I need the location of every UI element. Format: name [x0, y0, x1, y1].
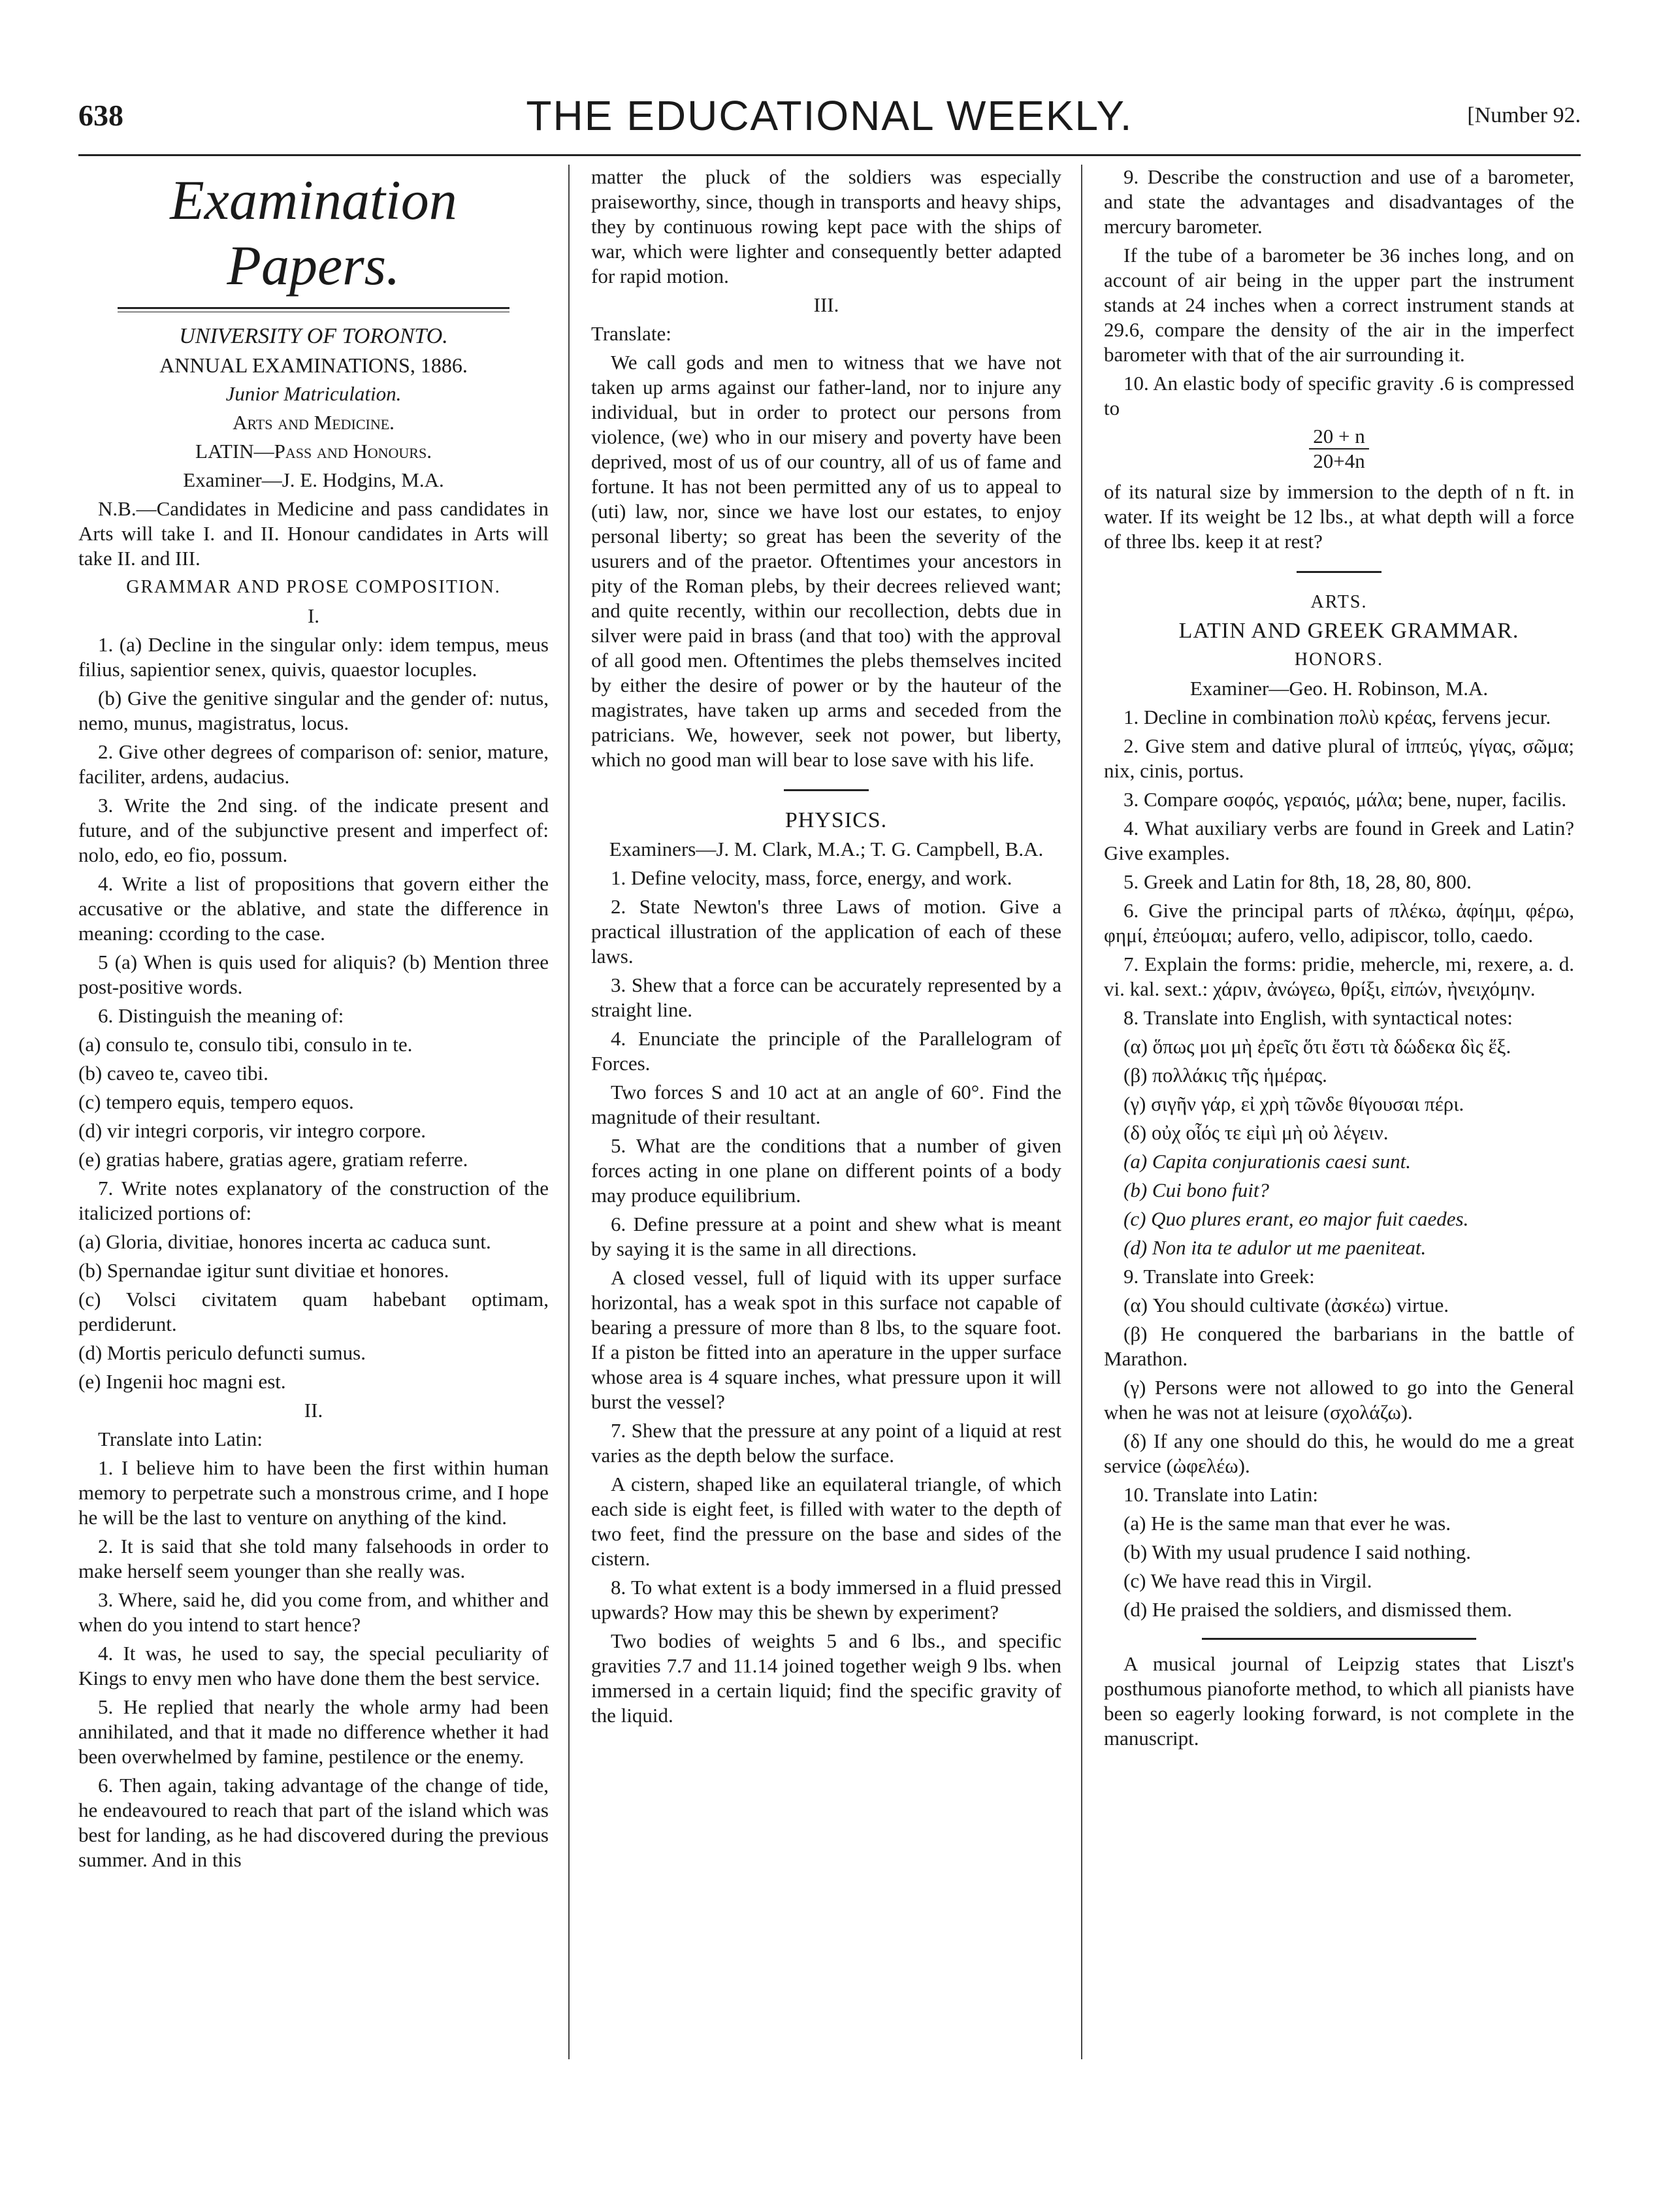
sub-question: (d) Mortis periculo defuncti sumus.	[78, 1341, 366, 1364]
question: 5. Greek and Latin for 8th, 18, 28, 80, 800.	[1123, 870, 1472, 893]
question: 3. Shew that a force can be accurately represented by a straight line.	[591, 973, 1061, 1021]
question: 5. What are the conditions that a number of given forces acting in one plane on different points of a body may produce equilibrium.	[591, 1134, 1061, 1207]
sub-question: (d) Non ita te adulor ut me paeniteat.	[1123, 1236, 1427, 1259]
page-header	[78, 91, 1581, 150]
question: 3. Where, said he, did you come from, and whither and when do you intend to start hence?	[78, 1588, 549, 1636]
question: 4. Enunciate the principle of the Parallelogram of Forces.	[591, 1027, 1061, 1075]
part-numeral: I.	[307, 604, 320, 627]
sub-question: (β) He conquered the barbarians in the battle of Marathon.	[1104, 1322, 1574, 1370]
sub-question: (α) ὅπως μοι μὴ ἐρεῖς ὅτι ἔστι τὰ δώδεκα δὶς ἕξ.	[1123, 1035, 1511, 1058]
sub-question: (γ) σιγῆν γάρ, εἰ χρὴ τῶνδε θίγουσαι πέρι.	[1123, 1092, 1464, 1115]
examiners: Examiners—J. M. Clark, M.A.; T. G. Campbell, B.A.	[609, 838, 1044, 860]
ornament-rule	[1202, 1638, 1476, 1640]
fraction	[1104, 425, 1574, 473]
sub-question: (b) caveo te, caveo tibi.	[78, 1062, 268, 1085]
sub-question: (a) Capita conjurationis caesi sunt.	[1123, 1150, 1412, 1173]
question: A cistern, shaped like an equilateral triangle, of which each side is eight feet, is filled with water to the depth of two feet, find the pressure on the base and sides of the cistern.	[591, 1473, 1061, 1570]
subject: LATIN—Pass and Honours.	[195, 440, 432, 463]
question: 6. Define pressure at a point and shew what is meant by saying it is the same in all directions.	[591, 1213, 1061, 1260]
sub-question: (e) Ingenii hoc magni est.	[78, 1370, 286, 1393]
question: 5 (a) When is quis used for aliquis? (b) Mention three post-positive words.	[78, 951, 549, 998]
question: 5. He replied that nearly the whole army had been annihilated, and that it made no difference whether it had been overwhelmed by famine, pestilence or the enemy.	[78, 1695, 549, 1768]
sub-question: (c) Quo plures erant, eo major fuit caedes.	[1123, 1207, 1469, 1230]
honors-label: HONORS.	[1294, 649, 1384, 670]
question: 2. Give stem and dative plural of ἱππεύς, γίγας, σῶμα; nix, cinis, portus.	[1104, 734, 1574, 782]
question: 7. Write notes explanatory of the construction of the italicized portions of:	[78, 1177, 549, 1224]
exam-level: Junior Matriculation.	[225, 382, 402, 405]
arts-label: ARTS.	[1310, 592, 1368, 612]
question: 10. Translate into Latin:	[1123, 1483, 1318, 1506]
heading-rule	[118, 307, 509, 312]
passage: We call gods and men to witness that we have not taken up arms against our father-land, nor to injure any individual, but in order to protect our persons from violence, (we) who in our misery and poverty have been deprived, most of us of our country, all of us of fame and fortune. It has not been permitted any of us to appeal to (uti) law, nor, since we have lost our estates, to enjoy personal liberty; so great has been the severity of the usurers and of the praetor. Oftentimes your ancestors in pity of the Roman plebs, by their decrees relieved want; and quite recently, within our recollection, debts due in silver were paid in brass (and that too) with the approval of all good men. Oftentimes the plebs themselves incited by either the desire of power or by the hauteur of the magistrates, have taken up arms and seceded from the patricians. We, however, seek not power, but liberty, which no good man will bear to lose save with his life.	[591, 351, 1061, 771]
sub-question: (c) tempero equis, tempero equos.	[78, 1090, 354, 1113]
sub-question: (b) Spernandae igitur sunt divitiae et honores.	[78, 1259, 449, 1282]
question: of its natural size by immersion to the depth of n ft. in water. If its weight be 12 lbs., at what depth will a force of three lbs. keep it at rest?	[1104, 480, 1574, 553]
question: 4. What auxiliary verbs are found in Greek and Latin? Give examples.	[1104, 817, 1574, 864]
question: 8. To what extent is a body immersed in a fluid pressed upwards? How may this be shewn by experiment?	[591, 1576, 1061, 1623]
sub-question: (δ) If any one should do this, he would do me a great service (ὠφελέω).	[1104, 1429, 1574, 1477]
question: 2. It is said that she told many falsehoods in order to make herself seem younger than she really was.	[78, 1535, 549, 1582]
question: 8. Translate into English, with syntactical notes:	[1123, 1006, 1513, 1029]
university-title: UNIVERSITY OF TORONTO.	[179, 324, 448, 348]
question: 7. Shew that the pressure at any point of a liquid at rest varies as the depth below the surface.	[591, 1419, 1061, 1467]
examiner: Examiner—J. E. Hodgins, M.A.	[183, 468, 444, 491]
question: 9. Translate into Greek:	[1123, 1265, 1315, 1288]
question: Two bodies of weights 5 and 6 lbs., and specific gravities 7.7 and 11.14 joined together weigh 9 lbs. when immersed in a certain liquid; find the specific gravity of the liquid.	[591, 1629, 1061, 1727]
question: 10. An elastic body of specific gravity .6 is compressed to	[1104, 372, 1574, 419]
question: 6. Then again, taking advantage of the change of tide, he endeavoured to reach that part of the island which was best for landing, as he had discovered during the previous summer. And in this	[78, 1774, 549, 1871]
sub-question: (b) Cui bono fuit?	[1123, 1179, 1270, 1201]
column-3	[1104, 165, 1574, 1755]
question: 1. I believe him to have been the first within human memory to perpetrate such a monstrous crime, and I hope he will be the last to venture on anything of the kind.	[78, 1456, 549, 1529]
question: (b) Give the genitive singular and the gender of: nutus, nemo, munus, magistratus, locus.	[78, 687, 549, 734]
column-divider	[1081, 165, 1082, 2059]
page-number: 638	[78, 99, 123, 132]
sub-question: (δ) οὐχ οἷός τε εἰμὶ μὴ οὐ λέγειν.	[1123, 1121, 1389, 1144]
sub-question: (e) gratias habere, gratias agere, gratiam referre.	[78, 1148, 468, 1171]
question: Two forces S and 10 act at an angle of 60°. Find the magnitude of their resultant.	[591, 1081, 1061, 1128]
question: 3. Compare σοφός, γεραιός, μάλα; bene, nuper, facilis.	[1123, 788, 1567, 811]
question: 6. Distinguish the meaning of:	[98, 1004, 344, 1027]
sub-question: (c) We have read this in Virgil.	[1123, 1569, 1372, 1592]
sub-question: (β) πολλάκις τῆς ἡμέρας.	[1123, 1064, 1327, 1086]
question: 2. Give other degrees of comparison of: senior, mature, faciliter, ardens, audacius.	[78, 740, 549, 788]
question: 4. It was, he used to say, the special peculiarity of Kings to envy men who have done them the best service.	[78, 1642, 549, 1689]
question: 2. State Newton's three Laws of motion. Give a practical illustration of the application of each of these laws.	[591, 895, 1061, 968]
sub-question: (a) He is the same man that ever he was.	[1123, 1512, 1451, 1535]
sub-question: (c) Volsci civitatem quam habebant optimam, perdiderunt.	[78, 1288, 549, 1335]
question: 3. Write the 2nd sing. of the indicate present and future, and of the subjunctive present and imperfect of: nolo, edo, eo fio, possum.	[78, 794, 549, 866]
physics-title: PHYSICS.	[784, 808, 888, 832]
instruction: Translate into Latin:	[98, 1427, 263, 1450]
column-divider	[568, 165, 570, 2059]
examiner: Examiner—Geo. H. Robinson, M.A.	[1189, 677, 1489, 700]
continued-text: matter the pluck of the soldiers was especially praiseworthy, since, though in transports and heavy ships, they by continuous rowing kept pace with the ships of war, which were lighter and consequently better adapted for rapid motion.	[591, 165, 1061, 287]
question: 7. Explain the forms: pridie, mehercle, mi, rexere, a. d. vi. kal. sext.: χάριν, ἀνώγεω, θρίξι, εἰπών, ἠνειχόμην.	[1104, 953, 1574, 1000]
instruction: Translate:	[591, 322, 671, 345]
section-heading: Examination Papers.	[170, 169, 457, 297]
sub-question: (a) consulo te, consulo tibi, consulo in te.	[78, 1033, 413, 1056]
column-1	[78, 165, 549, 1876]
section-rule	[1297, 571, 1381, 573]
issue-number: [Number 92.	[1467, 103, 1581, 127]
fraction-numerator: 20 + n	[1309, 425, 1368, 449]
question: 1. (a) Decline in the singular only: idem tempus, meus filius, sapientior senex, quivis, quaestor locuples.	[78, 633, 549, 681]
section-label: GRAMMAR AND PROSE COMPOSITION.	[126, 577, 501, 597]
question: 4. Write a list of propositions that govern either the accusative or the ablative, and state the difference in meaning: ccording to the case.	[78, 872, 549, 945]
annual-exams: ANNUAL EXAMINATIONS, 1886.	[159, 353, 468, 377]
section-rule	[784, 789, 869, 791]
question: 6. Give the principal parts of πλέκω, ἀφίημι, φέρω, φημί, ἐπεύομαι; aufero, vello, adipiscor, tollo, caedo.	[1104, 899, 1574, 947]
grammar-title: LATIN AND GREEK GRAMMAR.	[1178, 619, 1519, 643]
sub-question: (a) Gloria, divitiae, honores incerta ac caduca sunt.	[78, 1230, 491, 1253]
column-2	[591, 165, 1061, 1732]
faculty: Arts and Medicine.	[233, 411, 395, 434]
candidate-note: N.B.—Candidates in Medicine and pass candidates in Arts will take I. and II. Honour candidates in Arts will take II. and III.	[78, 497, 549, 570]
newspaper-title: THE EDUCATIONAL WEEKLY.	[526, 92, 1133, 139]
part-numeral: III.	[813, 293, 839, 316]
header-rule	[78, 154, 1581, 156]
sub-question: (γ) Persons were not allowed to go into the General when he was not at leisure (σχολάζω).	[1104, 1376, 1574, 1424]
news-item: A musical journal of Leipzig states that Liszt's posthumous pianoforte method, to which all pianists have been so eagerly looking forward, is not complete in the manuscript.	[1104, 1652, 1574, 1750]
sub-question: (d) vir integri corporis, vir integro corpore.	[78, 1119, 426, 1142]
sub-question: (b) With my usual prudence I said nothing.	[1123, 1541, 1471, 1563]
question: 1. Decline in combination πολὺ κρέας, fervens jecur.	[1123, 706, 1551, 728]
question: If the tube of a barometer be 36 inches long, and on account of air being in the upper part the instrument stands at 24 inches when a correct instrument stands at 29.6, compare the density of the air in the imperfect barometer with that of the air surrounding it.	[1104, 244, 1574, 366]
question: A closed vessel, full of liquid with its upper surface horizontal, has a weak spot in this surface not capable of bearing a pressure of more than 8 lbs, to the square foot. If a piston be fitted into an aperature in the upper surface whose area is 4 square inches, what pressure upon it will burst the vessel?	[591, 1266, 1061, 1413]
fraction-denominator: 20+4n	[1313, 449, 1365, 472]
question: 1. Define velocity, mass, force, energy, and work.	[611, 866, 1012, 889]
question: 9. Describe the construction and use of a barometer, and state the advantages and disadvantages of the mercury barometer.	[1104, 165, 1574, 238]
sub-question: (d) He praised the soldiers, and dismissed them.	[1123, 1598, 1512, 1621]
part-numeral: II.	[304, 1399, 323, 1422]
sub-question: (α) You should cultivate (ἀσκέω) virtue.	[1123, 1294, 1449, 1316]
